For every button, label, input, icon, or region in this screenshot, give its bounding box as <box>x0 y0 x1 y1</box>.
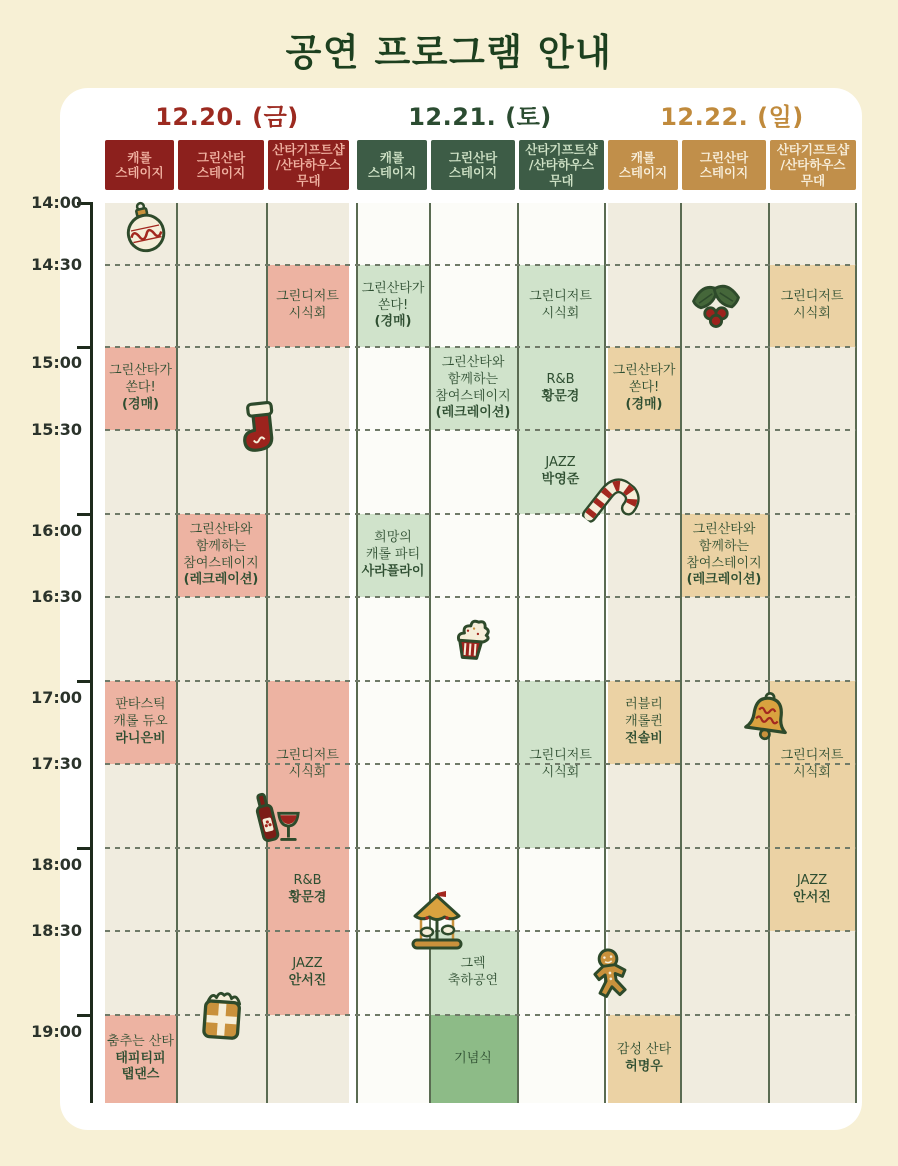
event-label-line: 그린디저트 <box>529 289 592 305</box>
gingerbread-man-icon <box>580 943 641 1004</box>
event-label-line: 함께하는 <box>447 371 499 387</box>
event-label-line: 그린산타와 <box>692 521 756 537</box>
event-label-line: 허명우 <box>625 1059 663 1074</box>
time-label: 15:30 <box>31 420 82 439</box>
event-label-line: 그린디저트 <box>276 289 339 305</box>
stage-header-line: 무대 <box>296 172 321 188</box>
time-gridline-dashed <box>105 596 856 598</box>
stage-header-line: 스테이지 <box>196 165 246 180</box>
event-label-line: 그린디저트 <box>529 747 592 763</box>
event-label-line: 라니은비 <box>115 730 166 746</box>
event-block <box>105 347 176 430</box>
event-label-line: 안서진 <box>288 973 327 988</box>
event-label-line: 캐롤 듀오 <box>113 714 168 730</box>
event-label-line: 시식회 <box>793 306 831 321</box>
event-label-line: 그린디저트 <box>780 747 844 763</box>
time-label: 18:30 <box>31 921 82 940</box>
stage-header <box>682 140 766 190</box>
event-label-line: JAZZ <box>292 956 323 972</box>
stage-header-line: /산타하우스 <box>529 157 594 173</box>
event-label-line: 황문경 <box>541 388 580 404</box>
column-divider-line <box>680 203 682 1103</box>
stage-header-line: 산타기프트샵 <box>776 142 850 158</box>
column-divider-line <box>517 203 519 1103</box>
event-block <box>266 931 349 1015</box>
stage-header-line: 캐롤 <box>630 149 656 165</box>
event-label-line: 캐롤 파티 <box>365 547 421 563</box>
event-block <box>266 265 349 347</box>
event-label-line: 시식회 <box>541 764 580 780</box>
time-label: 17:00 <box>31 688 82 707</box>
event-label-line: 그린산타와 <box>189 521 253 537</box>
event-block <box>768 265 856 347</box>
event-label-line: 그린산타가 <box>612 363 676 379</box>
time-label: 14:00 <box>31 193 82 212</box>
column-divider-line <box>768 203 770 1103</box>
stage-header-line: 무대 <box>549 172 574 188</box>
event-block <box>176 514 266 597</box>
event-label-line: JAZZ <box>545 455 576 471</box>
event-label-line: 축하공연 <box>447 973 499 988</box>
event-block <box>429 1015 517 1103</box>
event-block <box>105 681 176 764</box>
event-label-line: 그린디저트 <box>780 289 844 305</box>
event-block <box>266 848 349 931</box>
time-gridline-dashed <box>105 346 856 348</box>
time-gridline-dashed <box>105 264 856 266</box>
event-label-line: 시식회 <box>793 764 831 780</box>
event-label-line: 판타스틱 <box>115 697 166 713</box>
event-label-line: R&B <box>546 371 575 387</box>
event-label-line: 춤추는 산타 <box>107 1033 174 1049</box>
stage-header-line: 스테이지 <box>448 165 498 180</box>
event-label-line: 사라플라이 <box>361 563 425 579</box>
page-title: 공연 프로그램 안내 <box>285 31 613 74</box>
event-label-line: 캐롤퀸 <box>625 714 663 730</box>
stage-header-line: 산타기프트샵 <box>272 142 345 158</box>
event-label-line: 전솔비 <box>625 730 663 746</box>
time-gridline-dashed <box>105 930 856 932</box>
stage-header-line: 산타기프트샵 <box>525 142 598 158</box>
event-label-line: 시식회 <box>288 764 327 780</box>
time-label: 16:30 <box>31 587 82 606</box>
event-label-line: 탭댄스 <box>121 1067 160 1083</box>
event-label-line: (레크레이션) <box>435 405 511 421</box>
day-title-sunday: 12.22. (일) <box>660 103 804 131</box>
event-label-line: 참여스테이지 <box>183 555 259 571</box>
stage-header-line: 무대 <box>800 172 826 188</box>
time-label: 18:00 <box>31 855 82 874</box>
time-label: 16:00 <box>31 521 82 540</box>
event-block <box>105 1015 176 1103</box>
event-label-line: 그린산타와 <box>441 354 505 370</box>
stage-header <box>608 140 678 190</box>
stage-header <box>268 140 349 190</box>
stage-header <box>431 140 515 190</box>
time-gridline-dashed <box>105 847 856 849</box>
time-label: 19:00 <box>31 1022 82 1041</box>
event-block <box>357 514 429 597</box>
stage-header-line: /산타하우스 <box>780 157 846 173</box>
stage-header-line: 스테이지 <box>699 165 749 180</box>
event-label-line: 희망의 <box>374 530 412 546</box>
stage-header-line: 캐롤 <box>127 149 152 165</box>
event-block <box>429 347 517 430</box>
stage-header-line: 그린산타 <box>196 149 246 165</box>
event-label-line: 쏜다! <box>125 380 156 396</box>
stage-header-line: 스테이지 <box>367 165 417 180</box>
event-label-line: 러블리 <box>625 697 663 713</box>
event-block <box>608 681 680 764</box>
event-label-line: 함께하는 <box>195 538 247 554</box>
gift-box-icon <box>190 982 254 1046</box>
time-gridline-dashed <box>105 513 856 515</box>
time-label: 15:00 <box>31 353 82 372</box>
event-label-line: 참여스테이지 <box>686 555 762 571</box>
column-divider-line <box>356 203 358 1103</box>
column-divider-line <box>176 203 178 1103</box>
stage-header-line: 그린산타 <box>699 149 749 165</box>
event-label-line: (레크레이션) <box>183 572 259 588</box>
stage-header-line: 스테이지 <box>115 165 164 180</box>
event-label-line: 시식회 <box>288 306 327 321</box>
event-label-line: 그린산타가 <box>361 280 425 296</box>
event-label-line: 기념식 <box>454 1050 492 1066</box>
event-label-line: 태피티피 <box>115 1050 166 1066</box>
stage-header <box>770 140 856 190</box>
column-divider-line <box>266 203 268 1103</box>
hour-tick <box>77 346 93 349</box>
time-gridline-dashed <box>105 680 856 682</box>
day-title-friday: 12.20. (금) <box>155 103 299 131</box>
stocking-icon <box>231 392 295 456</box>
event-label-line: 안서진 <box>793 889 831 905</box>
event-label-line: 쏜다! <box>377 297 409 313</box>
time-label: 14:30 <box>31 255 82 274</box>
event-label-line: (경매) <box>625 396 663 412</box>
column-divider-line <box>429 203 431 1103</box>
stage-header-line: 스테이지 <box>618 165 668 180</box>
cupcake-icon <box>442 607 500 665</box>
event-label-line: 그린산타가 <box>109 363 172 379</box>
event-label-line: 쏜다! <box>628 380 660 396</box>
event-label-line: 함께하는 <box>698 538 750 554</box>
event-label-line: JAZZ <box>796 872 828 888</box>
event-label-line: 황문경 <box>288 889 327 905</box>
event-block <box>517 347 604 430</box>
hour-tick <box>77 847 93 850</box>
event-block <box>517 265 604 347</box>
event-block <box>608 347 680 430</box>
event-label-line: 참여스테이지 <box>435 388 511 404</box>
wine-toast-icon <box>240 792 302 854</box>
event-label-line: (경매) <box>374 314 412 330</box>
hour-tick <box>77 1014 93 1017</box>
stage-header <box>105 140 174 190</box>
carousel-icon <box>405 890 469 954</box>
event-label-line: 감성 산타 <box>616 1042 672 1058</box>
time-gridline-dashed <box>105 763 856 765</box>
day-title-saturday: 12.21. (토) <box>408 103 552 131</box>
stage-header-line: /산타하우스 <box>276 157 341 173</box>
event-block <box>357 265 429 347</box>
hour-tick <box>77 513 93 516</box>
event-label-line: 그렉 <box>460 956 486 972</box>
stage-header <box>357 140 427 190</box>
event-block <box>608 1015 680 1103</box>
event-label-line: 그린디저트 <box>276 747 339 763</box>
event-label-line: 박영준 <box>541 472 580 487</box>
column-divider-line <box>855 203 857 1103</box>
event-label-line: R&B <box>293 872 322 888</box>
event-block <box>768 848 856 931</box>
stage-header-line: 캐롤 <box>379 149 405 165</box>
bauble-ornament-icon <box>113 196 177 260</box>
time-gridline-dashed <box>105 429 856 431</box>
event-block <box>680 514 768 597</box>
stage-header <box>519 140 604 190</box>
stage-header <box>178 140 264 190</box>
time-label: 17:30 <box>31 754 82 773</box>
bell-icon <box>734 686 800 752</box>
time-axis-line <box>90 203 93 1103</box>
event-label-line: 시식회 <box>541 306 580 321</box>
holly-icon <box>686 275 746 335</box>
event-label-line: (레크레이션) <box>686 572 762 588</box>
hour-tick <box>77 680 93 683</box>
event-label-line: (경매) <box>122 396 159 412</box>
stage-header-line: 그린산타 <box>448 149 498 165</box>
